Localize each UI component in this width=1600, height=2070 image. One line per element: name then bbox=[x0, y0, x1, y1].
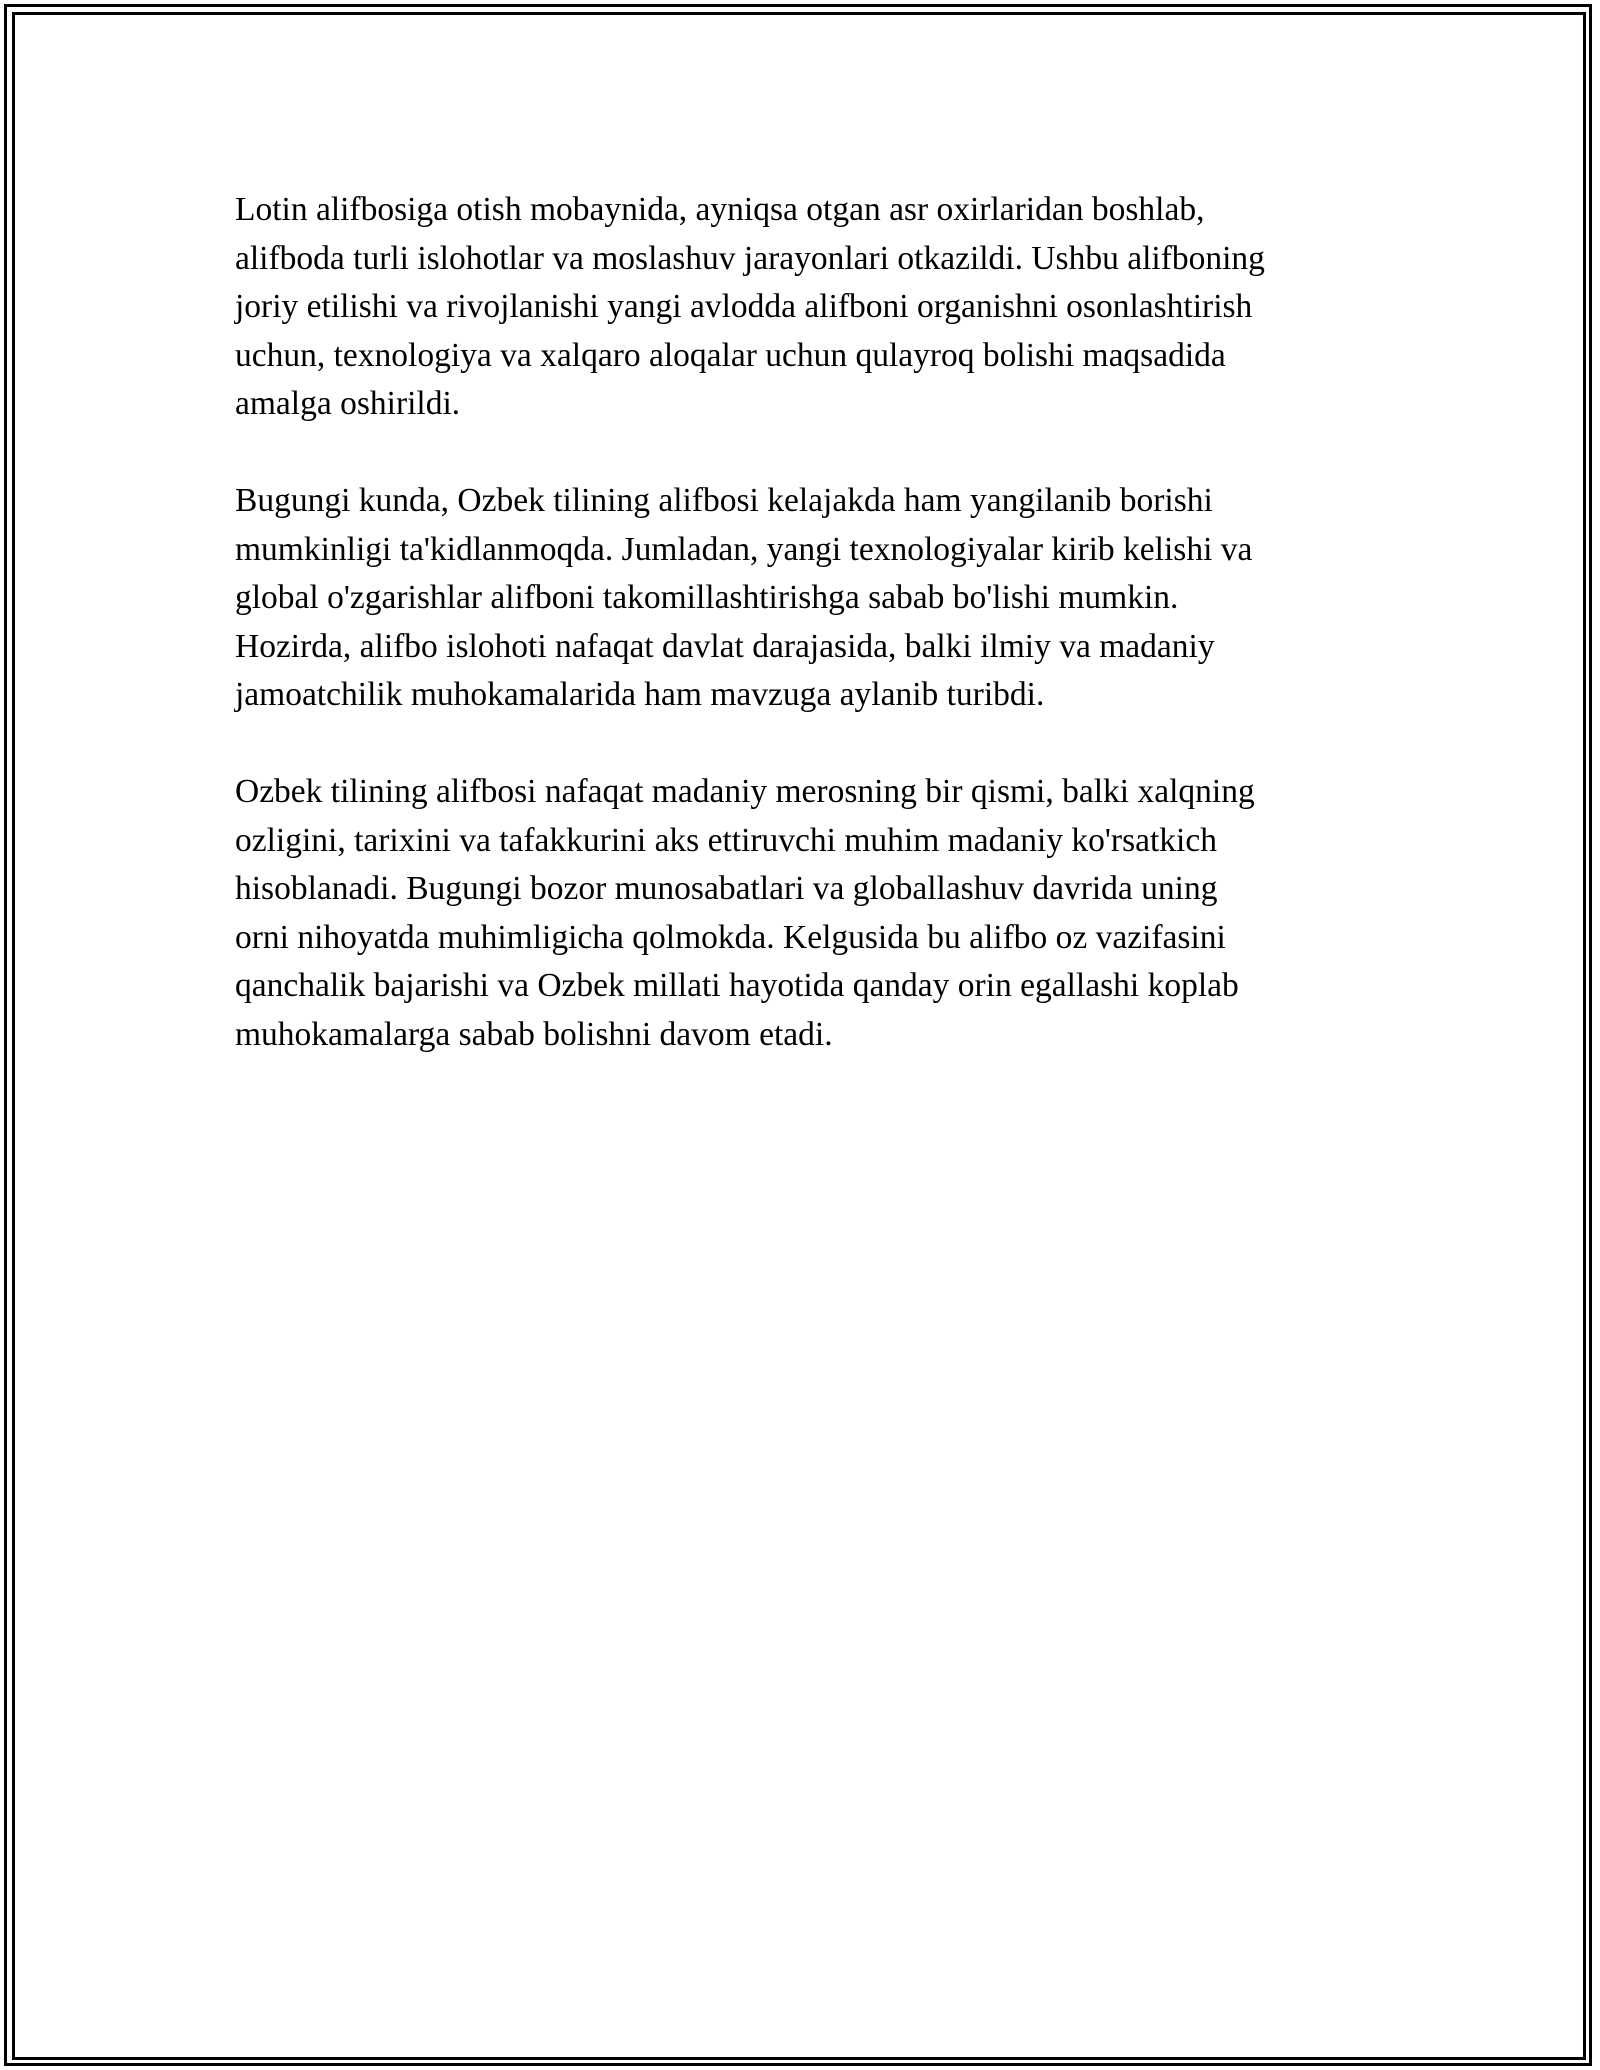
paragraph-1: Lotin alifbosiga otish mobaynida, ayniqsa otgan asr oxirlaridan boshlab, alifboda turli islohotlar va moslashuv jarayonlari otkazildi. Ushbu alifboning joriy etilishi va rivojlanishi yangi avlodda alifboni organishni osonlashtirish uchun, texnologiya va xalqaro aloqalar uchun qulayroq bolishi maqsadida amalga oshirildi. bbox=[235, 191, 1265, 422]
document-body bbox=[235, 186, 1375, 1108]
paragraph-3: Ozbek tilining alifbosi nafaqat madaniy merosning bir qismi, balki xalqning ozligini, tarixini va tafakkurini aks ettiruvchi muhim madaniy ko'rsatkich hisoblanadi. Bugungi bozor munosabatlari va globallashuv davrida uning orni nihoyatda muhimligicha qolmokda. Kelgusida bu alifbo oz vazifasini qanchalik bajarishi va Ozbek millati hayotida qanday orin egallashi koplab muhokamalarga sabab bolishni davom etadi. bbox=[235, 773, 1255, 1053]
paragraph-2: Bugungi kunda, Ozbek tilining alifbosi kelajakda ham yangilanib borishi mumkinligi ta'kidlanmoqda. Jumladan, yangi texnologiyalar kirib kelishi va global o'zgarishlar alifboni takomillashtirishga sabab bo'lishi mumkin. Hozirda, alifbo islohoti nafaqat davlat darajasida, balki ilmiy va madaniy jamoatchilik muhokamalarida ham mavzuga aylanib turibdi. bbox=[235, 482, 1253, 713]
